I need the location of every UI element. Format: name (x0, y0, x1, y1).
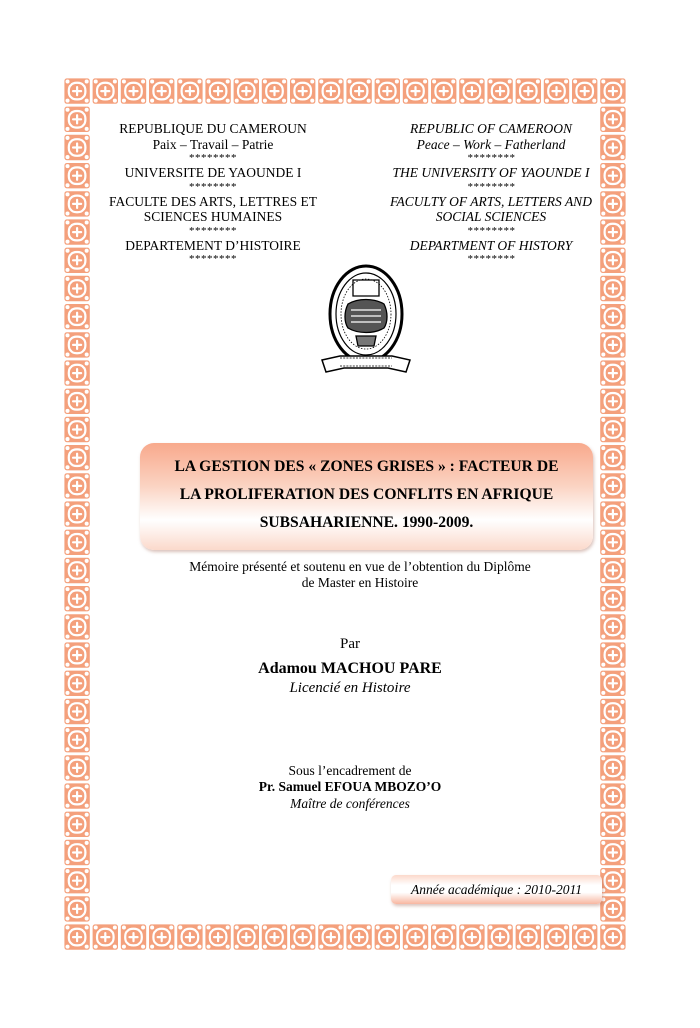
border-tile (64, 896, 91, 923)
border-tile (600, 78, 627, 105)
border-tile (459, 924, 486, 951)
separator: ******** (467, 224, 515, 237)
border-tile (289, 924, 316, 951)
border-tile (600, 529, 627, 556)
header-left-french (93, 121, 333, 266)
border-tile (64, 134, 91, 161)
border-tile (346, 78, 373, 105)
border-tile (64, 557, 91, 584)
border-tile (64, 783, 91, 810)
border-tile (64, 501, 91, 528)
border-tile (64, 867, 91, 894)
faculty-name-en-line2: SOCIAL SCIENCES (435, 209, 547, 224)
faculty-name-en-line1: FACULTY OF ARTS, LETTERS AND (390, 193, 592, 209)
border-tile (318, 78, 345, 105)
supervisor-name: Pr. Samuel EFOUA MBOZO’O (258, 779, 442, 794)
border-tile (64, 360, 91, 387)
border-tile (600, 388, 627, 415)
border-tile (64, 585, 91, 612)
border-tile (600, 726, 627, 753)
border-tile (430, 78, 457, 105)
border-tile (600, 783, 627, 810)
border-tile (64, 106, 91, 133)
border-tile (64, 303, 91, 330)
border-tile (600, 867, 627, 894)
separator: ******** (189, 180, 237, 193)
border-tile (600, 557, 627, 584)
border-tile (487, 924, 514, 951)
border-tile (374, 78, 401, 105)
border-tile (261, 78, 288, 105)
separator: ******** (467, 180, 515, 193)
border-tile (600, 332, 627, 359)
border-tile (600, 670, 627, 697)
border-tile (402, 924, 429, 951)
border-tile (64, 275, 91, 302)
border-tile (205, 78, 232, 105)
border-tile (571, 924, 598, 951)
border-tile (600, 811, 627, 838)
author-degree: Licencié en Histoire (289, 680, 411, 696)
border-tile (177, 924, 204, 951)
border-tile (64, 388, 91, 415)
country-name-fr: REPUBLIQUE DU CAMEROUN (119, 121, 307, 136)
border-tile (64, 755, 91, 782)
border-tile (64, 529, 91, 556)
border-tile (459, 78, 486, 105)
separator: ******** (189, 253, 237, 265)
border-tile (148, 78, 175, 105)
border-tile (571, 78, 598, 105)
border-tile (120, 78, 147, 105)
university-name-en: THE UNIVERSITY OF YAOUNDE I (392, 165, 590, 180)
border-tile (64, 839, 91, 866)
border-tile (600, 614, 627, 641)
country-name-en: REPUBLIC OF CAMEROON (410, 121, 572, 136)
motto-en: Peace – Work – Fatherland (416, 136, 566, 152)
border-tile (487, 78, 514, 105)
border-tile (92, 924, 119, 951)
border-tile (148, 924, 175, 951)
border-tile (64, 219, 91, 246)
separator: ******** (189, 152, 237, 164)
border-tile (64, 332, 91, 359)
border-tile (120, 924, 147, 951)
author-name: Adamou MACHOU PARE (258, 660, 442, 677)
border-tile (543, 78, 570, 105)
border-tile (600, 303, 627, 330)
thesis-description-line2: de Master en Histoire (301, 574, 419, 590)
border-tile (92, 78, 119, 105)
border-tile (64, 191, 91, 218)
academic-year: Année académique : 2010-2011 (410, 882, 583, 897)
by-label: Par (340, 636, 360, 652)
thesis-title-box (140, 443, 593, 550)
thesis-description-line1: Mémoire présenté et soutenu en vue de l’obtention du Diplôme (189, 559, 531, 574)
border-tile (64, 416, 91, 443)
border-tile (64, 670, 91, 697)
border-tile (600, 698, 627, 725)
border-tile (233, 924, 260, 951)
border-tile (177, 78, 204, 105)
border-tile (600, 275, 627, 302)
motto-fr: Paix – Travail – Patrie (152, 136, 274, 152)
separator: ******** (467, 253, 515, 265)
border-tile (64, 811, 91, 838)
border-tile (374, 924, 401, 951)
border-tile (64, 162, 91, 189)
border-tile (64, 78, 91, 105)
border-tile (515, 924, 542, 951)
separator: ******** (189, 224, 237, 237)
border-tile (600, 642, 627, 669)
border-tile (64, 726, 91, 753)
border-tile (64, 924, 91, 951)
thesis-title-line2: LA PROLIFERATION DES CONFLITS EN AFRIQUE (179, 486, 554, 503)
border-tile (261, 924, 288, 951)
border-tile (515, 78, 542, 105)
border-tile (346, 924, 373, 951)
border-tile (205, 924, 232, 951)
border-tile (600, 444, 627, 471)
border-tile (600, 585, 627, 612)
border-tile (600, 924, 627, 951)
thesis-description (140, 559, 580, 590)
border-tile (64, 444, 91, 471)
border-tile (543, 924, 570, 951)
border-tile (318, 924, 345, 951)
thesis-title-line3: SUBSAHARIENNE. 1990-2009. (259, 514, 474, 531)
header-right-english (371, 121, 611, 266)
border-tile (600, 416, 627, 443)
border-tile (600, 896, 627, 923)
department-name-fr: DEPARTEMENT D’HISTOIRE (125, 237, 301, 253)
faculty-name-fr-line2: SCIENCES HUMAINES (143, 209, 283, 224)
border-tile (600, 501, 627, 528)
border-tile (402, 78, 429, 105)
separator: ******** (467, 152, 515, 164)
border-tile (64, 247, 91, 274)
supervision-intro: Sous l’encadrement de (288, 763, 412, 778)
academic-year-box (391, 875, 602, 904)
border-tile (64, 698, 91, 725)
faculty-name-fr-line1: FACULTE DES ARTS, LETTRES ET (108, 193, 318, 209)
border-tile (64, 614, 91, 641)
border-tile (233, 78, 260, 105)
department-name-en: DEPARTMENT OF HISTORY (409, 237, 573, 253)
border-tile (64, 642, 91, 669)
supervisor-rank: Maître de conférences (290, 796, 410, 811)
border-tile (600, 755, 627, 782)
university-name-fr: UNIVERSITE DE YAOUNDE I (124, 165, 302, 180)
university-seal-icon (318, 262, 414, 384)
border-tile (600, 473, 627, 500)
border-tile (600, 839, 627, 866)
thesis-title-line1: LA GESTION DES « ZONES GRISES » : FACTEUR DE (174, 458, 559, 475)
border-tile (600, 360, 627, 387)
border-tile (64, 473, 91, 500)
border-tile (430, 924, 457, 951)
border-tile (289, 78, 316, 105)
